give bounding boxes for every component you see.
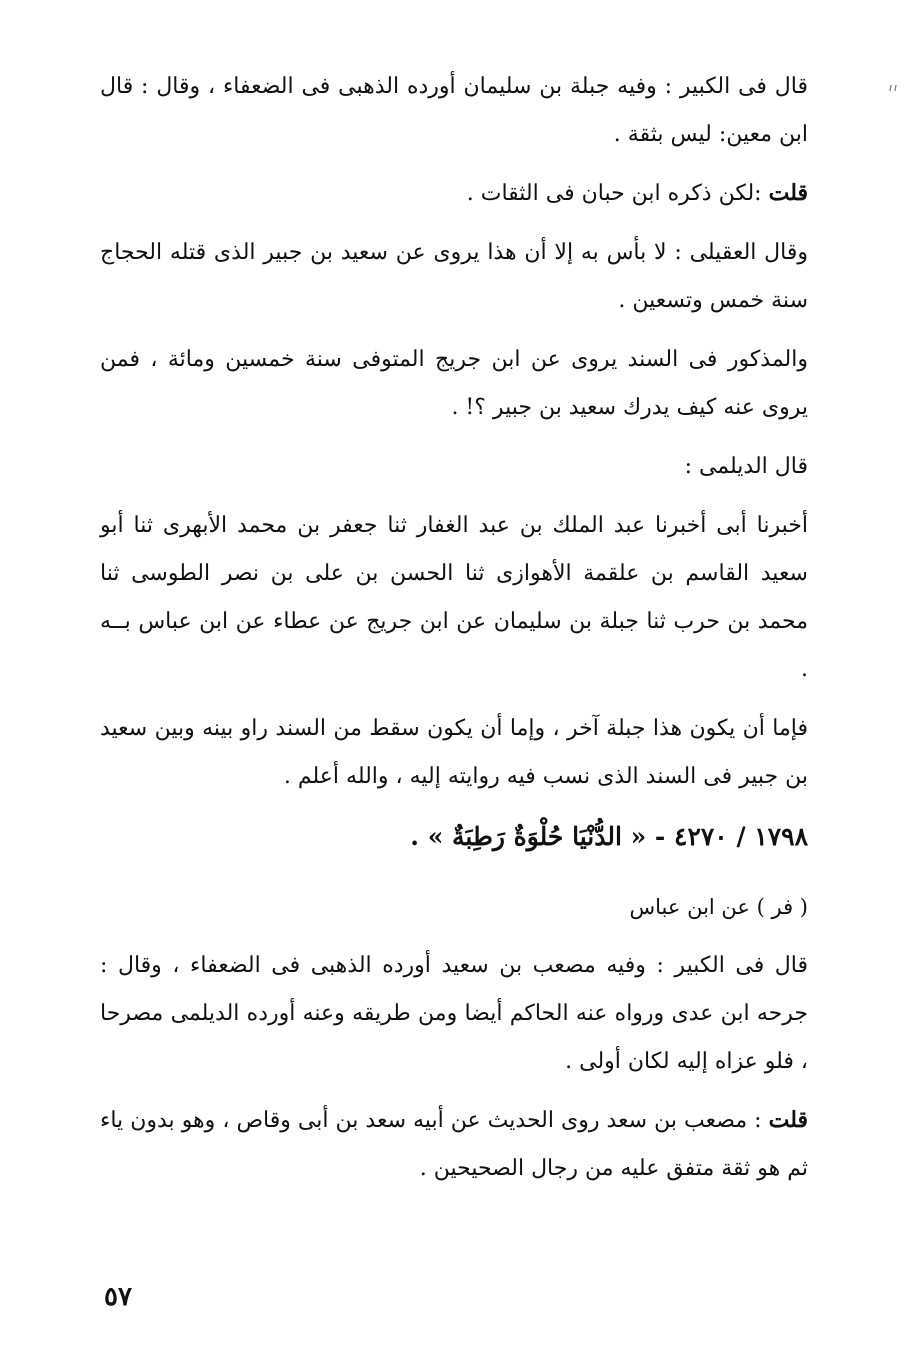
edge-mark (888, 82, 900, 96)
paragraph-text: فإما أن يكون هذا جبلة آخر ، وإما أن يكون سقط من السند راو بينه وبين سعيد بن جبير فى السند الذى نسب فيه روايته إليه ، والله أعلم . (100, 716, 808, 789)
page-body (100, 62, 808, 1203)
hadith-heading: ١٧٩٨ / ٤٢٧٠ - « الدُّنْيَا حُلْوَةٌ رَطِبَةٌ » . (410, 822, 808, 851)
paragraph (100, 704, 808, 801)
paragraph-text: :لكن ذكره ابن حبان فى الثقات . (466, 181, 769, 206)
source-line: ( فر ) عن ابن عباس (629, 895, 808, 919)
paragraph-text: أخبرنا أبى أخبرنا عبد الملك بن عبد الغفار ثنا جعفر بن محمد الأبهرى ثنا أبو سعيد القاسم بن علقمة الأهوازى ثنا الحسن بن على بن نصر الطوسى ثنا محمد بن حرب ثنا جبلة بن سليمان عن ابن جريج عن عطاء عن ابن عباس بــه . (100, 513, 808, 682)
paragraph (100, 442, 808, 491)
paragraph (100, 169, 808, 218)
paragraph (100, 62, 808, 159)
paragraph-lead: قلت (768, 180, 808, 206)
paragraph (100, 941, 808, 1086)
page-number: ٥٧ (104, 1282, 132, 1312)
paragraph-text: : مصعب بن سعد روى الحديث عن أبيه سعد بن أبى وقاص ، وهو بدون ياء ثم هو ثقة متفق عليه من رجال الصحيحين . (100, 1108, 808, 1181)
paragraph-text: وقال العقيلى : لا بأس به إلا أن هذا يروى عن سعيد بن جبير الذى قتله الحجاج سنة خمس وتسعين . (100, 240, 808, 313)
paragraph-text: قال فى الكبير : وفيه جبلة بن سليمان أورده الذهبى فى الضعفاء ، وقال : قال ابن معين: ليس بثقة . (100, 74, 808, 147)
paragraph-text: والمذكور فى السند يروى عن ابن جريج المتوفى سنة خمسين ومائة ، فمن يروى عنه كيف يدرك سعيد بن جبير ؟! . (100, 347, 808, 420)
paragraph-text: قال فى الكبير : وفيه مصعب بن سعيد أورده الذهبى فى الضعفاء ، وقال : جرحه ابن عدى ورواه عنه الحاكم أيضا ومن طريقه وعنه أورده الديلمى مصرحا ، فلو عزاه إليه لكان أولى . (100, 953, 808, 1074)
paragraph (100, 228, 808, 325)
paragraph-lead: قلت (768, 1107, 808, 1133)
paragraph (100, 1096, 808, 1193)
paragraph (100, 501, 808, 694)
paragraph (100, 335, 808, 432)
paragraph-text: قال الديلمى : (684, 454, 808, 479)
